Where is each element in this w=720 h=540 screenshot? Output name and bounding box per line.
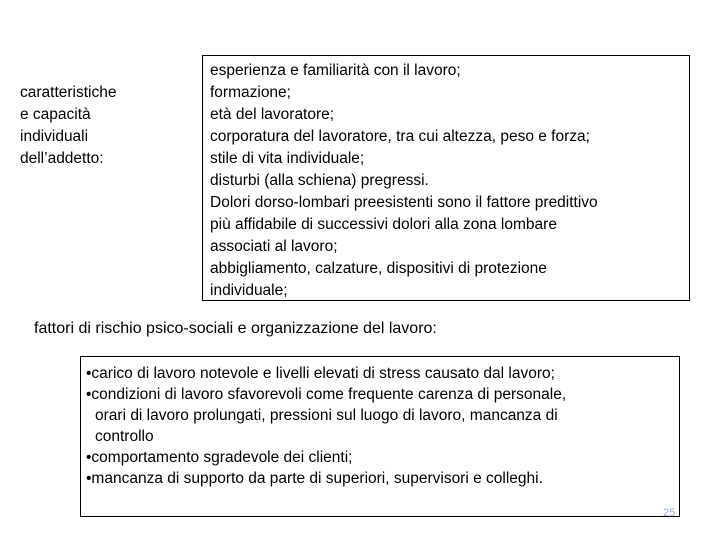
- label-line: caratteristiche: [20, 84, 117, 101]
- risk-factor-continuation: orari di lavoro prolungati, pressioni sul luogo di lavoro, mancanza di: [95, 407, 558, 424]
- label-line: e capacità: [20, 106, 91, 123]
- label-line: individuali: [20, 128, 89, 145]
- characteristics-line: età del lavoratore;: [210, 106, 335, 123]
- characteristics-line: disturbi (alla schiena) pregressi.: [210, 172, 429, 189]
- risk-factor-item: •condizioni di lavoro sfavorevoli come frequente carenza di personale,: [86, 386, 567, 403]
- risk-factors-heading: fattori di rischio psico-sociali e organizzazione del lavoro:: [34, 320, 437, 337]
- characteristics-line: esperienza e familiarità con il lavoro;: [210, 62, 461, 79]
- risk-factor-item: •comportamento sgradevole dei clienti;: [86, 449, 353, 466]
- characteristics-line: corporatura del lavoratore, tra cui altezza, peso e forza;: [210, 128, 590, 145]
- risk-factors-box: [80, 356, 680, 517]
- characteristics-line: individuale;: [210, 282, 288, 299]
- characteristics-line: Dolori dorso-lombari preesistenti sono il fattore predittivo: [210, 194, 598, 211]
- risk-factor-continuation: controllo: [95, 428, 154, 445]
- characteristics-line: stile di vita individuale;: [210, 150, 365, 167]
- page-number: 25: [663, 507, 676, 519]
- risk-factor-item: •mancanza di supporto da parte di superiori, supervisori e colleghi.: [86, 470, 543, 487]
- characteristics-line: formazione;: [210, 84, 291, 101]
- label-line: dell’addetto:: [20, 150, 104, 167]
- characteristics-line: più affidabile di successivi dolori alla zona lombare: [210, 216, 557, 233]
- risk-factor-item: •carico di lavoro notevole e livelli elevati di stress causato dal lavoro;: [86, 365, 555, 382]
- characteristics-line: abbigliamento, calzature, dispositivi di protezione: [210, 260, 547, 277]
- characteristics-box: [202, 55, 690, 301]
- individual-characteristics-label: [20, 82, 170, 170]
- characteristics-line: associati al lavoro;: [210, 238, 338, 255]
